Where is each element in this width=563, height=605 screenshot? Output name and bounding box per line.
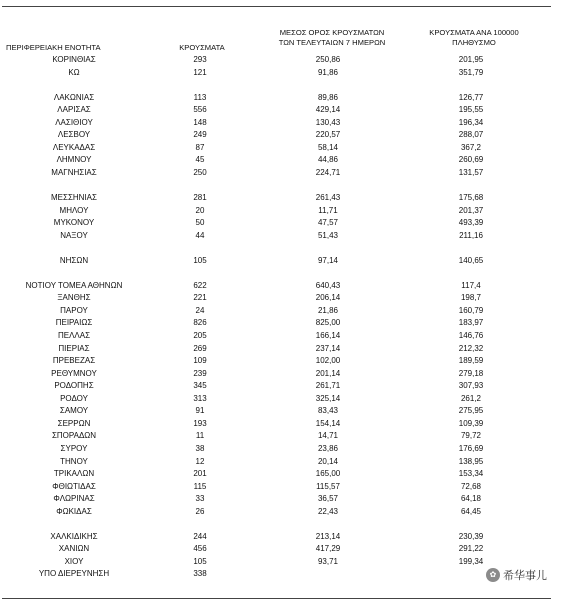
cell-seven-day-average: 93,71 (317, 556, 339, 566)
cell-per-100000: 291,22 (458, 544, 484, 554)
cell-cases: 11 (195, 431, 205, 441)
table-row (0, 192, 563, 205)
table-row (0, 54, 563, 67)
table-row (0, 154, 563, 167)
cell-per-100000: 64,18 (460, 494, 482, 504)
cell-per-100000: 131,57 (458, 167, 484, 177)
cell-per-100000: 183,97 (458, 318, 484, 328)
cell-seven-day-average: 44,86 (317, 155, 339, 165)
cell-cases: 826 (193, 318, 207, 328)
cell-cases: 313 (193, 393, 207, 403)
cell-per-100000: 307,93 (458, 381, 484, 391)
table-row (0, 67, 563, 80)
table-body (0, 54, 563, 581)
table-row (0, 317, 563, 330)
cell-seven-day-average: 154,14 (315, 418, 341, 428)
table-row (0, 217, 563, 230)
table-row (0, 355, 563, 368)
cell-region: ΛΕΥΚΑΔΑΣ (52, 142, 96, 152)
cell-region: ΣΕΡΡΩΝ (57, 418, 91, 428)
cell-cases: 113 (193, 92, 207, 102)
cell-per-100000: 261,2 (460, 393, 482, 403)
cell-per-100000: 212,32 (458, 343, 484, 353)
cell-per-100000: 189,59 (458, 356, 484, 366)
cell-per-100000: 146,76 (458, 331, 484, 341)
table-row (0, 393, 563, 406)
cell-per-100000: 260,69 (458, 155, 484, 165)
cell-region: ΧΙΟΥ (64, 556, 84, 566)
cell-cases: 148 (193, 117, 207, 127)
cell-seven-day-average: 640,43 (315, 280, 341, 290)
cell-per-100000: 175,68 (458, 193, 484, 203)
cell-per-100000: 117,4 (461, 280, 481, 290)
cell-per-100000: 72,68 (460, 481, 482, 491)
table-row (0, 79, 563, 92)
cell-seven-day-average: 14,71 (317, 431, 339, 441)
header-seven-day-average (268, 28, 396, 48)
cell-per-100000: 153,34 (458, 469, 484, 479)
table-row (0, 518, 563, 531)
header-per-line2: ΠΛΗΘΥΣΜΟ (452, 38, 496, 47)
cell-seven-day-average: 51,43 (317, 230, 339, 240)
cell-region: ΞΑΝΘΗΣ (57, 293, 91, 303)
cell-region: ΡΟΔΟΥ (60, 393, 88, 403)
cell-per-100000: 493,39 (458, 218, 484, 228)
cell-region: ΦΩΚΙΔΑΣ (56, 506, 92, 516)
cell-seven-day-average: 102,00 (315, 356, 341, 366)
table-row (0, 456, 563, 469)
cell-region: ΠΡΕΒΕΖΑΣ (52, 356, 96, 366)
cell-region: ΠΕΛΛΑΣ (57, 331, 91, 341)
table-row (0, 380, 563, 393)
cell-per-100000: 201,95 (458, 55, 484, 64)
cell-cases: 24 (195, 305, 205, 315)
table-row (0, 230, 563, 243)
cell-seven-day-average: 224,71 (315, 167, 341, 177)
table-row (0, 343, 563, 356)
cell-per-100000: 196,34 (458, 117, 484, 127)
cell-per-100000: 288,07 (458, 130, 484, 140)
table-row (0, 368, 563, 381)
cell-cases: 193 (193, 418, 207, 428)
cell-seven-day-average: 89,86 (317, 92, 339, 102)
cell-region: ΛΗΜΝΟΥ (56, 155, 92, 165)
header-cases: ΚΡΟΥΣΜΑΤΑ (179, 43, 225, 52)
cell-region: ΜΗΛΟΥ (59, 205, 89, 215)
cell-per-100000: 79,72 (460, 431, 482, 441)
watermark-logo-icon: ✿ (486, 568, 500, 582)
table-row (0, 167, 563, 180)
cell-per-100000: 195,55 (458, 105, 484, 115)
cell-cases: 44 (195, 230, 205, 240)
header-region: ΠΕΡΙΦΕΡΕΙΑΚΗ ΕΝΟΤΗΤΑ (6, 43, 101, 52)
cell-region: ΛΑΡΙΣΑΣ (57, 105, 91, 115)
cell-seven-day-average: 21,86 (317, 305, 339, 315)
cell-region: ΜΕΣΣΗΝΙΑΣ (51, 193, 97, 203)
table-row (0, 468, 563, 481)
cell-region: ΚΩ (68, 67, 80, 77)
cell-cases: 12 (195, 456, 205, 466)
cell-seven-day-average: 11,71 (318, 205, 338, 215)
cell-cases: 244 (193, 531, 207, 541)
cell-per-100000: 198,7 (460, 293, 482, 303)
cell-region: ΝΑΞΟΥ (60, 230, 88, 240)
cell-per-100000: 275,95 (458, 406, 484, 416)
cell-region: ΛΑΣΙΘΙΟΥ (55, 117, 93, 127)
table-row (0, 330, 563, 343)
cell-seven-day-average: 47,57 (317, 218, 339, 228)
table-row (0, 531, 563, 544)
cell-region: ΛΕΣΒΟΥ (57, 130, 91, 140)
table-row (0, 92, 563, 105)
cell-seven-day-average: 97,14 (317, 255, 339, 265)
cell-per-100000: 211,16 (459, 230, 483, 240)
cell-cases: 20 (195, 205, 205, 215)
cell-cases: 556 (193, 105, 207, 115)
table-row (0, 493, 563, 506)
cell-region: ΧΑΛΚΙΔΙΚΗΣ (50, 531, 98, 541)
top-rule (2, 6, 551, 7)
cell-per-100000: 230,39 (458, 531, 484, 541)
cell-region: ΜΑΓΝΗΣΙΑΣ (51, 167, 97, 177)
watermark-text: 希华事儿 (503, 569, 547, 582)
cell-cases: 50 (195, 218, 205, 228)
table-row (0, 418, 563, 431)
bottom-rule (2, 598, 551, 599)
cell-cases: 345 (193, 381, 207, 391)
table-row (0, 481, 563, 494)
cell-region: ΠΙΕΡΙΑΣ (58, 343, 90, 353)
table-row (0, 405, 563, 418)
cell-per-100000: 160,79 (458, 305, 484, 315)
cell-cases: 38 (195, 443, 205, 453)
table-row (0, 443, 563, 456)
table-row (0, 305, 563, 318)
table-row (0, 205, 563, 218)
cell-per-100000: 201,37 (458, 205, 484, 215)
cell-seven-day-average: 825,00 (315, 318, 341, 328)
cell-seven-day-average: 22,43 (317, 506, 339, 516)
cell-cases: 109 (193, 356, 207, 366)
cell-region: ΤΗΝΟΥ (60, 456, 88, 466)
cell-cases: 622 (193, 280, 207, 290)
cell-seven-day-average: 166,14 (315, 331, 341, 341)
watermark (486, 566, 556, 584)
cell-cases: 26 (195, 506, 205, 516)
cell-seven-day-average: 261,71 (315, 381, 341, 391)
cell-cases: 338 (193, 569, 207, 579)
cell-seven-day-average: 250,86 (315, 55, 341, 64)
table-row (0, 506, 563, 519)
cell-per-100000: 279,18 (458, 368, 484, 378)
cell-per-100000: 64,45 (460, 506, 482, 516)
cell-per-100000: 138,95 (458, 456, 484, 466)
cell-region: ΣΑΜΟΥ (59, 406, 89, 416)
cell-cases: 45 (195, 155, 205, 165)
cell-cases: 201 (193, 469, 207, 479)
cell-cases: 105 (193, 255, 207, 265)
cell-region: ΛΑΚΩΝΙΑΣ (53, 92, 95, 102)
cell-region: ΡΕΘΥΜΝΟΥ (51, 368, 97, 378)
cell-per-100000: 199,34 (458, 556, 484, 566)
cell-cases: 115 (193, 481, 207, 491)
table-row (0, 142, 563, 155)
cell-region: ΜΥΚΟΝΟΥ (53, 218, 95, 228)
header-cases-per-100000 (408, 28, 540, 48)
cell-cases: 205 (193, 331, 207, 341)
table-row (0, 267, 563, 280)
cell-region: ΚΟΡΙΝΘΙΑΣ (52, 55, 96, 64)
cell-seven-day-average: 20,14 (317, 456, 339, 466)
cell-per-100000: 367,2 (460, 142, 482, 152)
table-row (0, 255, 563, 268)
cell-cases: 456 (193, 544, 207, 554)
cell-seven-day-average: 206,14 (315, 293, 341, 303)
cell-per-100000: 109,39 (458, 418, 484, 428)
cell-per-100000: 140,65 (458, 255, 484, 265)
cell-region: ΝΟΤΙΟΥ ΤΟΜΕΑ ΑΘΗΝΩΝ (25, 280, 123, 290)
cell-seven-day-average: 213,14 (315, 531, 341, 541)
cell-seven-day-average: 220,57 (315, 130, 341, 140)
cell-seven-day-average: 115,57 (316, 481, 340, 491)
cell-seven-day-average: 165,00 (315, 469, 341, 479)
cell-seven-day-average: 237,14 (315, 343, 341, 353)
table-row (0, 430, 563, 443)
cell-seven-day-average: 417,29 (315, 544, 341, 554)
cell-per-100000: 176,69 (458, 443, 484, 453)
table-row (0, 568, 563, 581)
cell-seven-day-average: 91,86 (317, 67, 339, 77)
cell-region: ΠΑΡΟΥ (60, 305, 88, 315)
header-avg-line1: ΜΕΣΟΣ ΟΡΟΣ ΚΡΟΥΣΜΑΤΩΝ (279, 28, 385, 37)
cell-seven-day-average: 130,43 (315, 117, 341, 127)
cell-region: ΦΘΙΩΤΙΔΑΣ (52, 481, 96, 491)
table-row (0, 104, 563, 117)
cell-region: ΝΗΣΩΝ (59, 255, 89, 265)
cell-region: ΧΑΝΙΩΝ (58, 544, 90, 554)
cell-cases: 221 (193, 293, 207, 303)
cell-cases: 250 (193, 167, 207, 177)
cell-per-100000: 126,77 (458, 92, 484, 102)
cell-cases: 293 (193, 55, 207, 64)
table-row (0, 242, 563, 255)
cell-cases: 239 (193, 368, 207, 378)
cell-cases: 91 (195, 406, 205, 416)
cell-seven-day-average: 325,14 (315, 393, 341, 403)
cell-seven-day-average: 201,14 (315, 368, 341, 378)
table-row (0, 292, 563, 305)
cell-cases: 105 (193, 556, 207, 566)
table-row (0, 556, 563, 569)
cell-region: ΤΡΙΚΑΛΩΝ (53, 469, 95, 479)
table-row (0, 543, 563, 556)
cell-seven-day-average: 23,86 (317, 443, 339, 453)
cell-cases: 269 (193, 343, 207, 353)
table-row (0, 129, 563, 142)
cell-region: ΥΠΟ ΔΙΕΡΕΥΝΗΣΗ (38, 569, 110, 579)
cell-cases: 87 (195, 142, 205, 152)
cell-seven-day-average: 83,43 (317, 406, 339, 416)
cell-seven-day-average: 58,14 (317, 142, 339, 152)
cell-per-100000: 351,79 (458, 67, 484, 77)
cell-seven-day-average: 261,43 (315, 193, 341, 203)
header-avg-line2: ΤΩΝ ΤΕΛΕΥΤΑΙΩΝ 7 ΗΜΕΡΩΝ (278, 38, 386, 47)
cell-cases: 33 (195, 494, 205, 504)
header-per-line1: ΚΡΟΥΣΜΑΤΑ ΑΝΑ 100000 (429, 28, 519, 37)
cell-seven-day-average: 36,57 (317, 494, 339, 504)
table-row (0, 117, 563, 130)
cell-cases: 249 (193, 130, 207, 140)
cell-seven-day-average: 429,14 (315, 105, 341, 115)
cell-region: ΡΟΔΟΠΗΣ (54, 381, 94, 391)
cell-region: ΦΛΩΡΙΝΑΣ (53, 494, 95, 504)
cell-region: ΣΠΟΡΑΔΩΝ (51, 431, 97, 441)
cell-region: ΠΕΙΡΑΙΩΣ (55, 318, 93, 328)
cell-region: ΣΥΡΟΥ (60, 443, 88, 453)
table-row (0, 179, 563, 192)
cell-cases: 121 (193, 67, 207, 77)
cell-cases: 281 (193, 193, 207, 203)
table-row (0, 280, 563, 293)
